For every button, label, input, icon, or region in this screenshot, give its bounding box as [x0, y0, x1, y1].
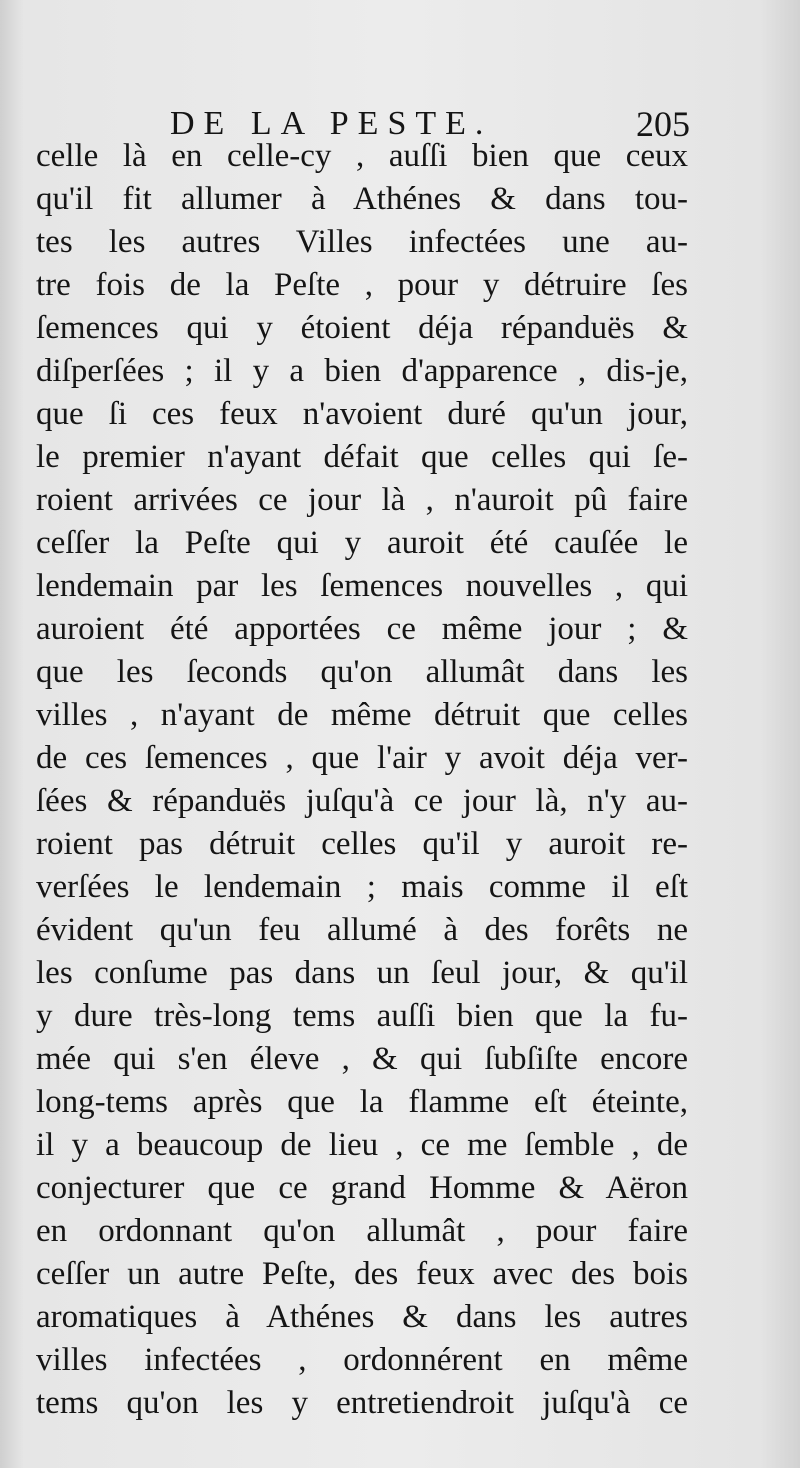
- text-line: tes les autres Villes infectées une au-: [36, 224, 688, 260]
- text-line: long-tems après que la flamme eſt éteinte,: [36, 1084, 688, 1120]
- text-line: que ſi ces feux n'avoient duré qu'un jour,: [36, 396, 688, 432]
- text-line: aromatiques à Athénes & dans les autres: [36, 1299, 688, 1335]
- text-line: évident qu'un feu allumé à des forêts ne: [36, 912, 688, 948]
- body-text: [36, 135, 688, 1425]
- text-line: le premier n'ayant défait que celles qui ſe-: [36, 439, 688, 475]
- text-line: ſemences qui y étoient déja répanduës &: [36, 310, 688, 346]
- text-line: roient arrivées ce jour là , n'auroit pû faire: [36, 482, 688, 518]
- text-line: de ces ſemences , que l'air y avoit déja ver-: [36, 740, 688, 776]
- text-line: villes infectées , ordonnérent en même: [36, 1342, 688, 1378]
- text-line: qu'il fit allumer à Athénes & dans tou-: [36, 181, 688, 217]
- text-line: conjecturer que ce grand Homme & Aëron: [36, 1170, 688, 1206]
- text-line: y dure très-long tems auſſi bien que la fu-: [36, 998, 688, 1034]
- text-line: ceſſer un autre Peſte, des feux avec des bois: [36, 1256, 688, 1292]
- text-line: celle là en celle-cy , auſſi bien que ceux: [36, 138, 688, 174]
- text-line: tre fois de la Peſte , pour y détruire ſes: [36, 267, 688, 303]
- text-line: verſées le lendemain ; mais comme il eſt: [36, 869, 688, 905]
- text-line: en ordonnant qu'on allumât , pour faire: [36, 1213, 688, 1249]
- text-line: mée qui s'en éleve , & qui ſubſiſte encore: [36, 1041, 688, 1077]
- text-line: auroient été apportées ce même jour ; &: [36, 611, 688, 647]
- text-line: ſées & répanduës juſqu'à ce jour là, n'y au-: [36, 783, 688, 819]
- text-line: il y a beaucoup de lieu , ce me ſemble , de: [36, 1127, 688, 1163]
- text-line: roient pas détruit celles qu'il y auroit re-: [36, 826, 688, 862]
- text-line: ceſſer la Peſte qui y auroit été cauſée le: [36, 525, 688, 561]
- running-title: DE LA PESTE.: [170, 105, 493, 142]
- text-line: que les ſeconds qu'on allumât dans les: [36, 654, 688, 690]
- text-line: villes , n'ayant de même détruit que celles: [36, 697, 688, 733]
- text-line: lendemain par les ſemences nouvelles , qui: [36, 568, 688, 604]
- text-line: les conſume pas dans un ſeul jour, & qu'il: [36, 955, 688, 991]
- page-number: 205: [636, 104, 690, 144]
- text-line: tems qu'on les y entretiendroit juſqu'à ce: [36, 1385, 688, 1421]
- text-line: diſperſées ; il y a bien d'apparence , dis-je,: [36, 353, 688, 389]
